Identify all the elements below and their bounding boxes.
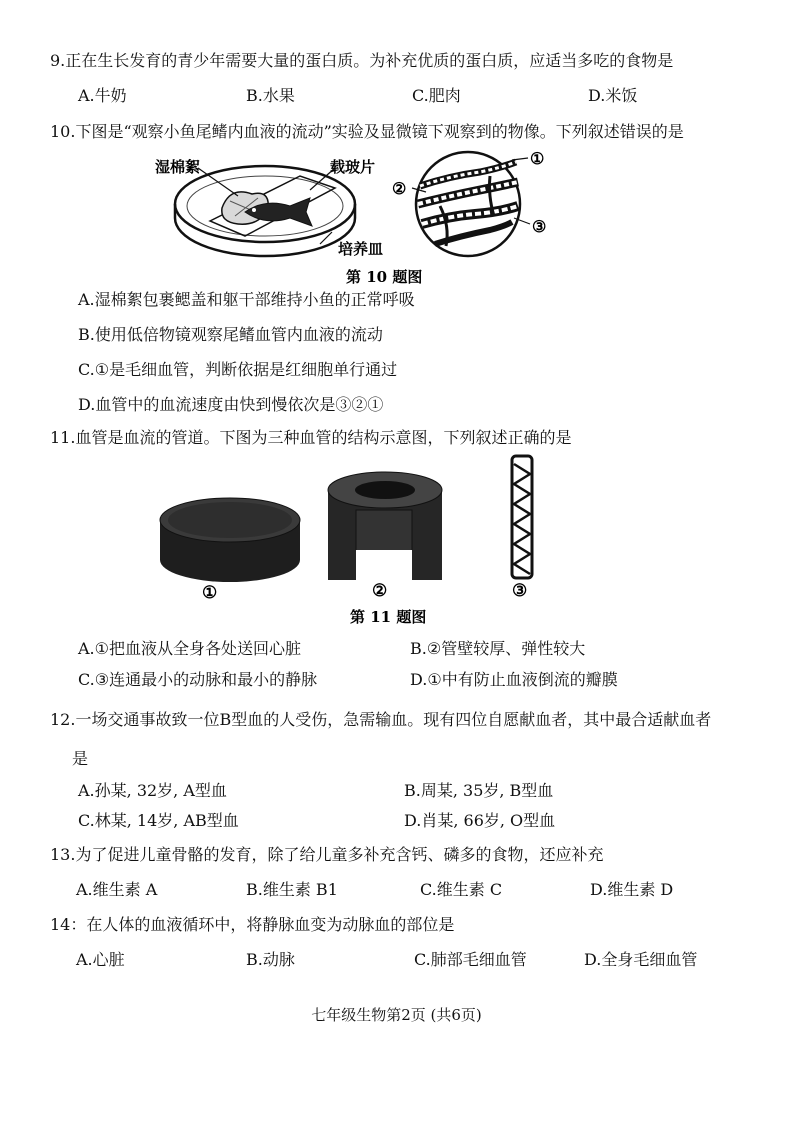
q13-option-d: D.维生素 D (590, 880, 674, 899)
question-10-figure (150, 146, 570, 286)
q14-option-a: A.心脏 (76, 950, 125, 969)
question-11-stem: 11.血管是血流的管道。下图为三种血管的结构示意图，下列叙述正确的是 (50, 428, 572, 447)
q12-option-d: D.肖某, 66岁, O型血 (404, 811, 556, 830)
marker-2: ② (392, 179, 407, 198)
q12-option-c: C.林某, 14岁, AB型血 (78, 811, 239, 830)
q11-option-d: D.①中有防止血液倒流的瓣膜 (410, 670, 618, 689)
marker-1: ① (530, 149, 545, 168)
q13-option-c: C.维生素 C (420, 880, 503, 899)
q10-option-d: D.血管中的血流速度由快到慢依次是③②① (78, 395, 384, 414)
label-petri-dish: 培养皿 (338, 240, 384, 258)
page-footer: 七年级生物第2页 (共6页) (311, 1006, 482, 1024)
vessel-1-marker: ① (202, 583, 218, 603)
q9-option-d: D.米饭 (588, 86, 638, 105)
label-wet-cotton: 湿棉絮 (155, 158, 201, 176)
vessel-3-shape (512, 456, 532, 578)
figure-10-caption: 第 10 题图 (346, 268, 423, 286)
label-glass-slide: 载玻片 (330, 158, 376, 176)
vessel-1-shape (160, 498, 300, 582)
marker-3: ③ (532, 217, 547, 236)
question-11-figure (150, 450, 570, 630)
vessel-3-marker: ③ (512, 581, 528, 601)
q10-option-b: B.使用低倍物镜观察尾鳍血管内血液的流动 (78, 325, 383, 344)
q14-option-c: C.肺部毛细血管 (414, 950, 527, 969)
vessel-2-marker: ② (372, 581, 388, 601)
q9-option-a: A.牛奶 (78, 86, 127, 105)
vessel-2-shape (328, 472, 442, 580)
question-12-stem: 12.一场交通事故致一位B型血的人受伤，急需输血。现有四位自愿献血者，其中最合适献血者 (50, 710, 712, 729)
q12-option-b: B.周某, 35岁, B型血 (404, 781, 554, 800)
question-14-stem: 14：在人体的血液循环中，将静脉血变为动脉血的部位是 (50, 915, 455, 934)
q14-option-d: D.全身毛细血管 (584, 950, 698, 969)
question-13-stem: 13.为了促进儿童骨骼的发育，除了给儿童多补充含钙、磷多的食物，还应补充 (50, 845, 604, 864)
question-10-stem: 10.下图是“观察小鱼尾鳍内血液的流动”实验及显微镜下观察到的物像。下列叙述错误的是 (50, 122, 684, 141)
figure-11-caption: 第 11 题图 (350, 608, 427, 626)
question-9-stem: 9.正在生长发育的青少年需要大量的蛋白质。为补充优质的蛋白质，应适当多吃的食物是 (50, 51, 674, 70)
q11-option-a: A.①把血液从全身各处送回心脏 (78, 639, 301, 658)
q9-option-c: C.肥肉 (412, 86, 461, 105)
q10-option-c: C.①是毛细血管，判断依据是红细胞单行通过 (78, 360, 398, 379)
q13-option-a: A.维生素 A (76, 880, 158, 899)
q14-option-b: B.动脉 (246, 950, 295, 969)
q10-option-a: A.湿棉絮包裹鳃盖和躯干部维持小鱼的正常呼吸 (78, 290, 415, 309)
q13-option-b: B.维生素 B1 (246, 880, 338, 899)
q9-option-b: B.水果 (246, 86, 295, 105)
microscope-view (416, 152, 520, 256)
q11-option-c: C.③连通最小的动脉和最小的静脉 (78, 670, 318, 689)
q11-option-b: B.②管壁较厚、弹性较大 (410, 639, 586, 658)
question-12-stem-continued: 是 (72, 749, 89, 768)
q12-option-a: A.孙某, 32岁, A型血 (78, 781, 227, 800)
